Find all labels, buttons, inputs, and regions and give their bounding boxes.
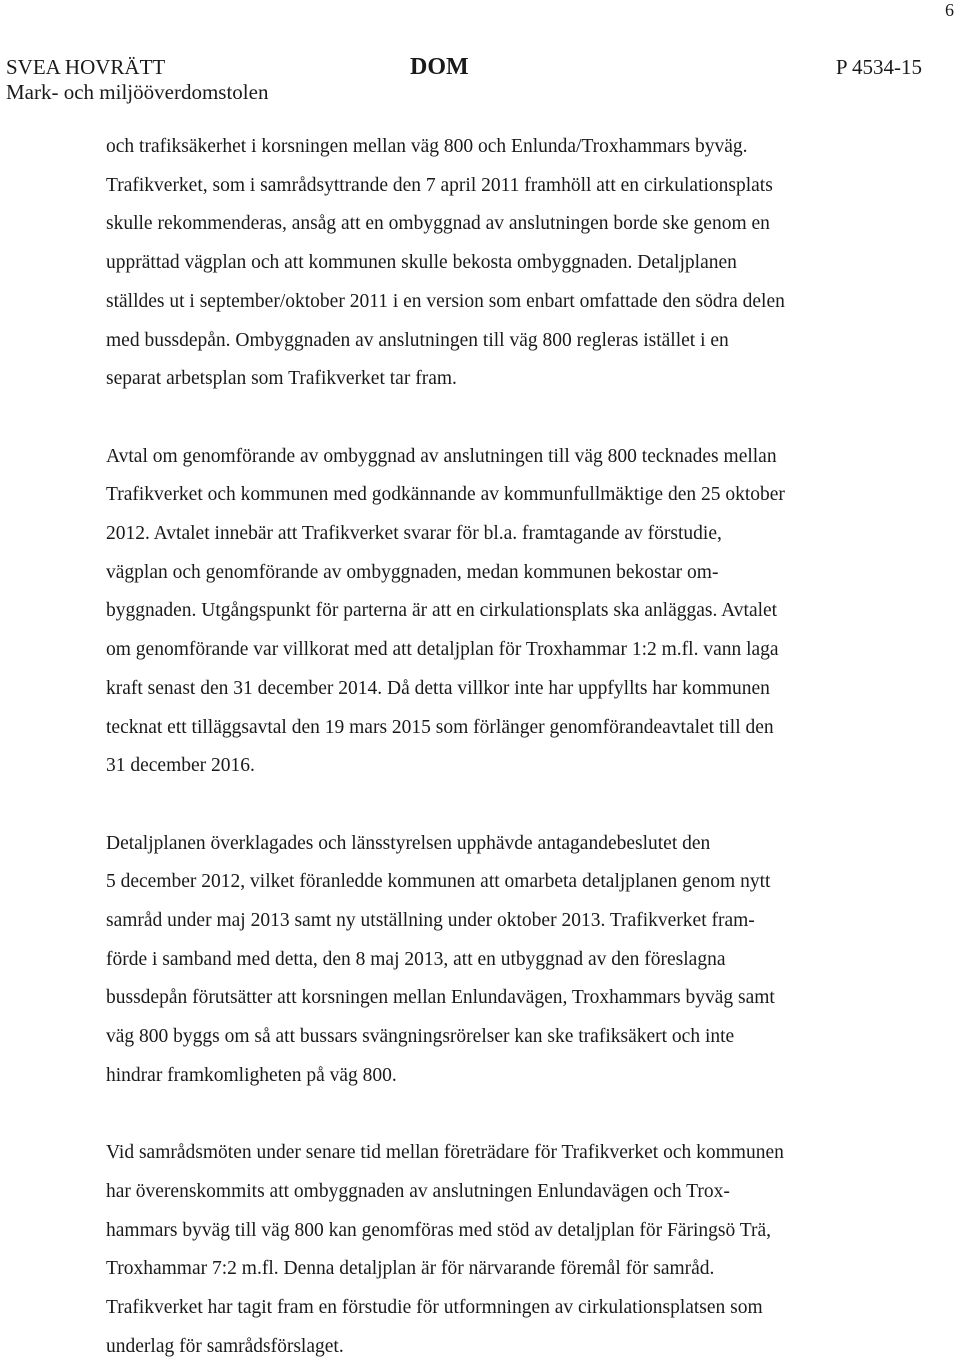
paragraph-line: hammars byväg till väg 800 kan genomföras med stöd av detaljplan för Färingsö Trä, <box>106 1219 772 1241</box>
paragraph <box>106 438 906 786</box>
paragraph <box>106 1134 906 1366</box>
paragraph-line: Avtal om genomförande av ombyggnad av anslutningen till väg 800 tecknades mellan <box>106 445 777 467</box>
paragraph-line: Trafikverket, som i samrådsyttrande den 7 april 2011 framhöll att en cirkulationsplats <box>106 174 773 196</box>
paragraph-line: bussdepån förutsätter att korsningen mellan Enlundavägen, Troxhammars byväg samt <box>106 987 775 1009</box>
paragraph-line: samråd under maj 2013 samt ny utställning under oktober 2013. Trafikverket fram- <box>106 910 755 932</box>
paragraph-line: Troxhammar 7:2 m.fl. Denna detaljplan är för närvarande föremål för samråd. <box>106 1258 715 1280</box>
paragraph-line: förde i samband med detta, den 8 maj 2013, att en utbyggnad av den föreslagna <box>106 948 726 970</box>
paragraph-line: kraft senast den 31 december 2014. Då detta villkor inte har uppfyllts har kommunen <box>106 677 770 699</box>
paragraph-line: väg 800 byggs om så att bussars svängningsrörelser kan ske trafiksäkert och inte <box>106 1026 735 1048</box>
paragraph-line: 5 december 2012, vilket föranledde kommunen att omarbeta detaljplanen genom nytt <box>106 871 771 893</box>
paragraph-line: underlag för samrådsförslaget. <box>106 1335 344 1357</box>
paragraph-line: vägplan och genomförande av ombyggnaden, medan kommunen bekostar om- <box>106 561 719 583</box>
paragraph-line: Vid samrådsmöten under senare tid mellan företrädare för Trafikverket och kommunen <box>106 1142 784 1164</box>
paragraph <box>106 128 906 399</box>
paragraph-line: byggnaden. Utgångspunkt för parterna är att en cirkulationsplats ska anläggas. Avtalet <box>106 600 778 622</box>
paragraph-line: Trafikverket och kommunen med godkännande av kommunfullmäktige den 25 oktober <box>106 484 785 506</box>
paragraph-line: har överenskommits att ombyggnaden av anslutningen Enlundavägen och Trox- <box>106 1180 730 1202</box>
paragraph <box>106 825 906 1096</box>
paragraph-line: hindrar framkomligheten på väg 800. <box>106 1064 397 1086</box>
paragraph-line: skulle rekommenderas, ansåg att en ombyggnad av anslutningen borde ske genom en <box>106 213 770 235</box>
paragraph-line: upprättad vägplan och att kommunen skulle bekosta ombyggnaden. Detaljplanen <box>106 252 737 274</box>
paragraph-line: med bussdepån. Ombyggnaden av anslutningen till väg 800 regleras istället i en <box>106 329 729 351</box>
paragraph-line: Detaljplanen överklagades och länsstyrelsen upphävde antagandebeslutet den <box>106 832 711 854</box>
paragraph-line: separat arbetsplan som Trafikverket tar fram. <box>106 368 457 390</box>
paragraph-line: om genomförande var villkorat med att detaljplan för Troxhammar 1:2 m.fl. vann laga <box>106 639 779 661</box>
case-number: P 4534-15 <box>835 55 922 79</box>
paragraph-line: ställdes ut i september/oktober 2011 i en version som enbart omfattade den södra delen <box>106 290 785 312</box>
paragraph-line: Trafikverket har tagit fram en förstudie för utformningen av cirkulationsplatsen som <box>106 1297 763 1319</box>
paragraph-line: tecknat ett tilläggsavtal den 19 mars 2015 som förlänger genomförandeavtalet till den <box>106 716 774 738</box>
paragraph-line: 2012. Avtalet innebär att Trafikverket svarar för bl.a. framtagande av förstudie, <box>106 523 722 545</box>
document-body <box>106 128 906 1366</box>
page-number: 6 <box>945 0 954 20</box>
document-type: DOM <box>410 54 469 80</box>
paragraph-line: 31 december 2016. <box>106 755 255 777</box>
paragraph-line: och trafiksäkerhet i korsningen mellan väg 800 och Enlunda/Troxhammars byväg. <box>106 136 748 157</box>
document-header <box>0 55 960 105</box>
court-name: SVEA HOVRÄTT <box>6 55 166 79</box>
court-division: Mark- och miljööverdomstolen <box>6 80 269 104</box>
